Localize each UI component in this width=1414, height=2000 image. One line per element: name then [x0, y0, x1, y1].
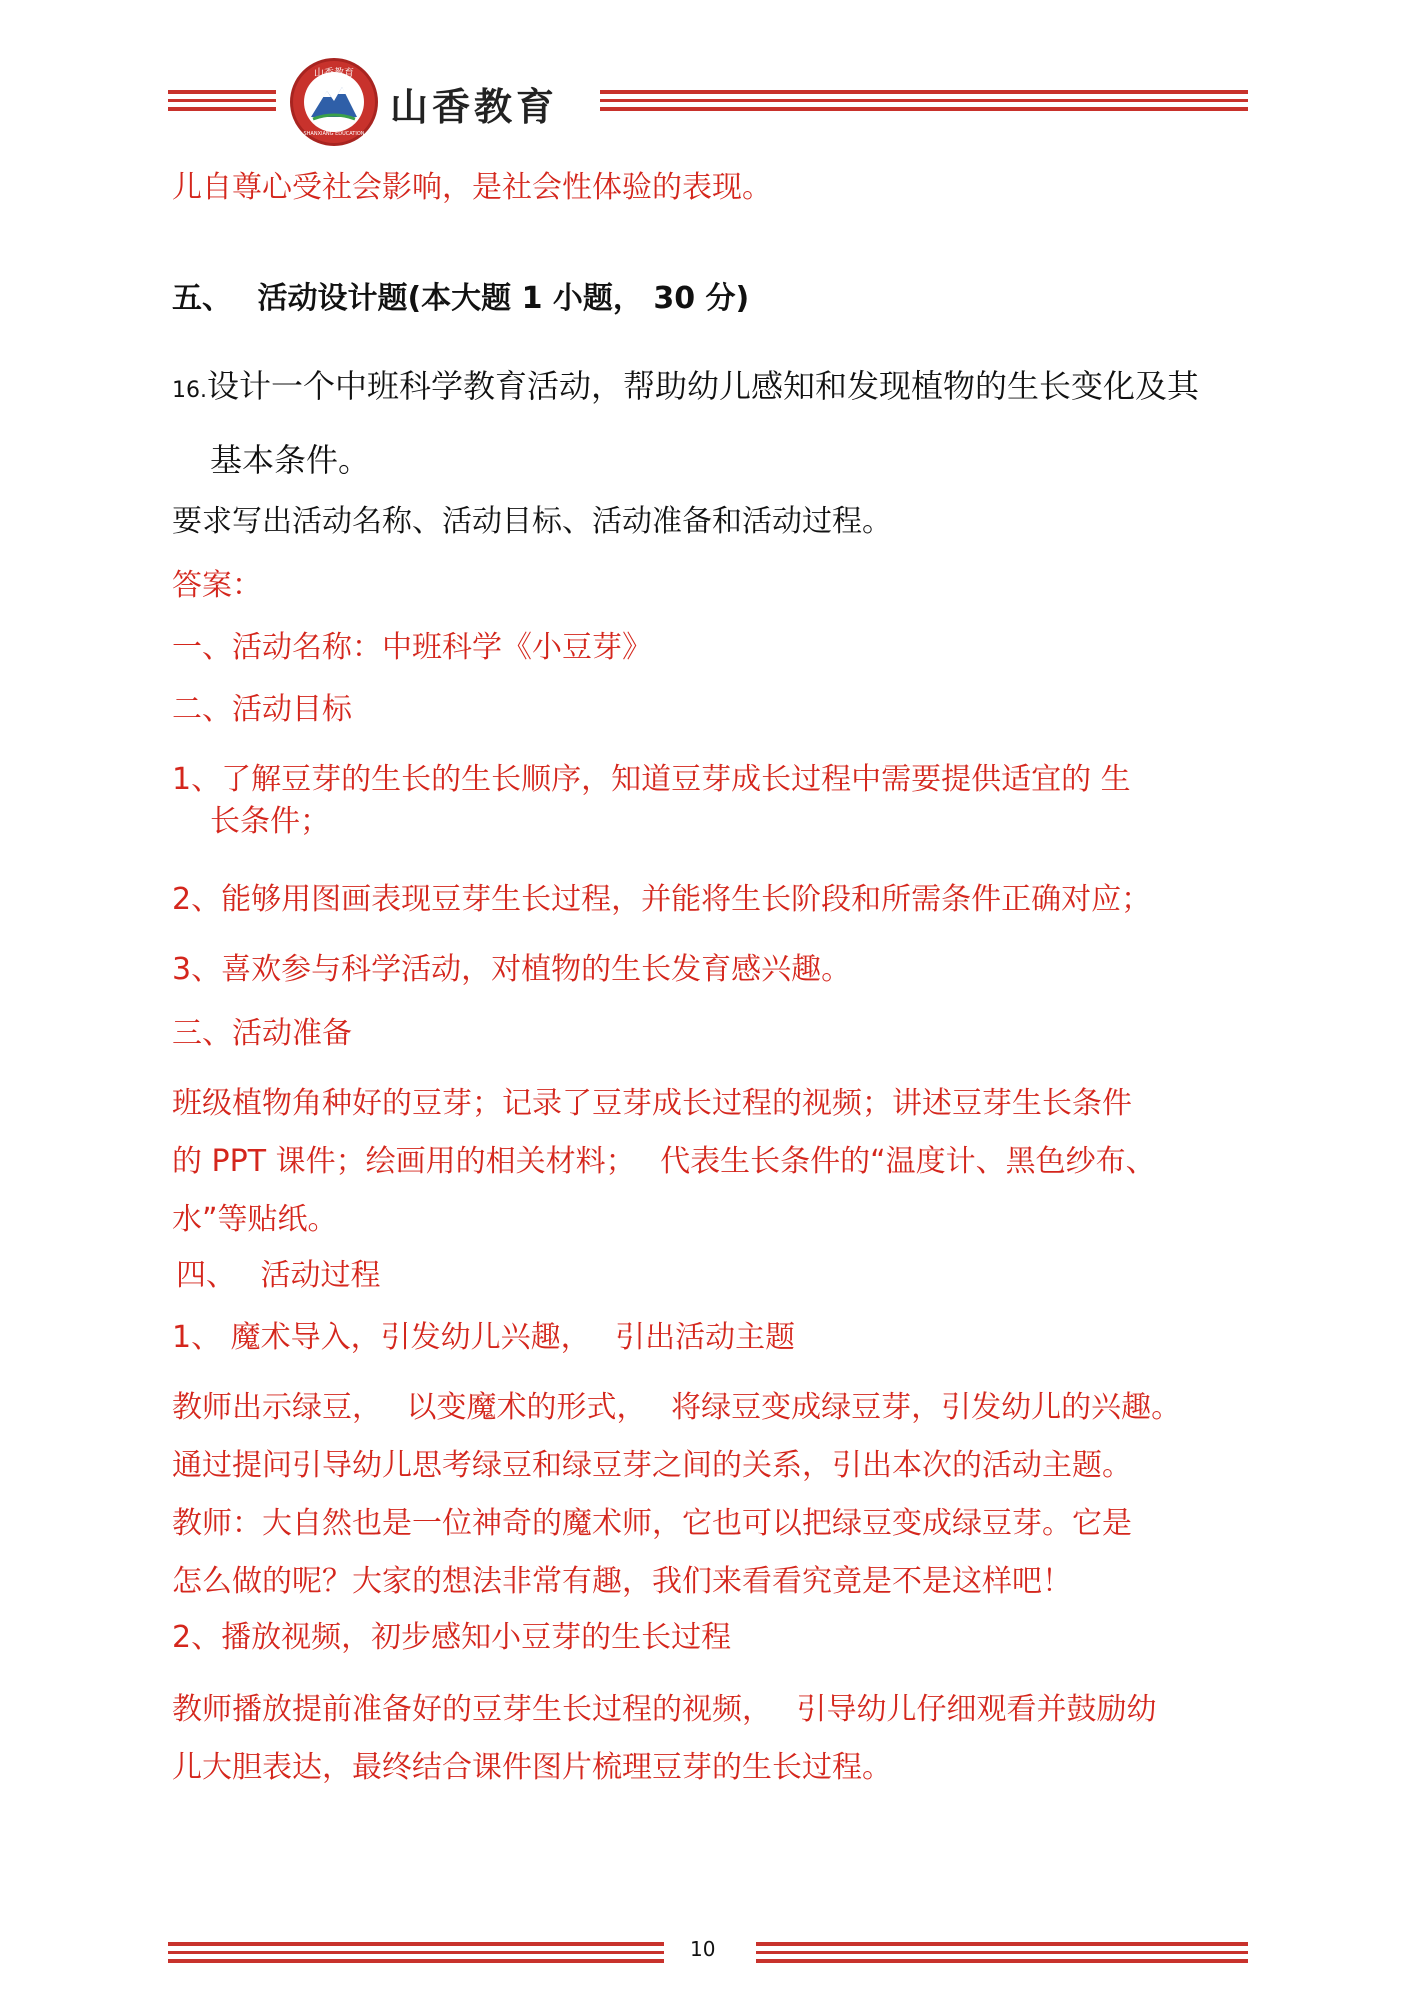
page-number: 10	[690, 1937, 716, 1961]
step-1-line-1: 教师出示绿豆， 以变魔术的形式， 将绿豆变成绿豆芽，引发幼儿的兴趣。	[172, 1390, 1182, 1425]
question-number: 16.	[172, 378, 207, 403]
question-line-1	[172, 366, 1199, 411]
step-1-title: 1、 魔术导入，引发幼儿兴趣， 引出活动主题	[172, 1320, 796, 1355]
step-1-line-3: 教师：大自然也是一位神奇的魔术师，它也可以把绿豆变成绿豆芽。它是	[172, 1506, 1132, 1541]
activity-name: 一、活动名称：中班科学《小豆芽》	[172, 630, 652, 665]
header-rule-right	[600, 90, 1248, 112]
step-2-line-2: 儿大胆表达，最终结合课件图片梳理豆芽的生长过程。	[172, 1750, 892, 1785]
goals-heading: 二、活动目标	[172, 692, 352, 727]
goal-1-line-2: 长条件；	[210, 804, 330, 839]
continued-answer-line: 儿自尊心受社会影响，是社会性体验的表现。	[172, 170, 772, 205]
section-title: 五、 活动设计题(本大题 1 小题， 30 分)	[172, 281, 750, 316]
step-2-title: 2、播放视频，初步感知小豆芽的生长过程	[172, 1620, 732, 1655]
goal-2: 2、能够用图画表现豆芽生长过程，并能将生长阶段和所需条件正确对应；	[172, 882, 1152, 917]
step-1-line-4: 怎么做的呢？大家的想法非常有趣，我们来看看究竟是不是这样吧！	[172, 1564, 1072, 1599]
process-heading: 四、 活动过程	[176, 1258, 381, 1293]
answer-label: 答案：	[172, 568, 262, 603]
mountain-icon	[293, 61, 375, 143]
question-line-2: 基本条件。	[210, 441, 371, 479]
preparation-heading: 三、活动准备	[172, 1016, 352, 1051]
header-rule-left	[168, 90, 276, 112]
preparation-line-1: 班级植物角种好的豆芽；记录了豆芽成长过程的视频；讲述豆芽生长条件	[172, 1086, 1132, 1121]
footer-rule-left	[168, 1942, 664, 1964]
preparation-line-2: 的 PPT 课件；绘画用的相关材料； 代表生长条件的“温度计、黑色纱布、	[172, 1144, 1156, 1179]
logo-text: 山香教育	[314, 68, 354, 79]
goal-3: 3、喜欢参与科学活动，对植物的生长发育感兴趣。	[172, 952, 852, 987]
requirement-line: 要求写出活动名称、活动目标、活动准备和活动过程。	[172, 504, 892, 539]
logo-subtext: SHANXIANG EDUCATION	[303, 131, 365, 137]
step-2-line-1: 教师播放提前准备好的豆芽生长过程的视频， 引导幼儿仔细观看并鼓励幼	[172, 1692, 1157, 1727]
goal-1-line-1: 1、了解豆芽的生长的生长顺序，知道豆芽成长过程中需要提供适宜的 生	[172, 762, 1131, 797]
brand-name: 山香教育	[390, 84, 559, 129]
step-1-line-2: 通过提问引导幼儿思考绿豆和绿豆芽之间的关系，引出本次的活动主题。	[172, 1448, 1132, 1483]
preparation-line-3: 水”等贴纸。	[172, 1202, 338, 1237]
footer-rule-right	[756, 1942, 1248, 1964]
question-text-1: 设计一个中班科学教育活动，帮助幼儿感知和发现植物的生长变化及其	[207, 367, 1200, 405]
brand-logo	[290, 58, 378, 146]
